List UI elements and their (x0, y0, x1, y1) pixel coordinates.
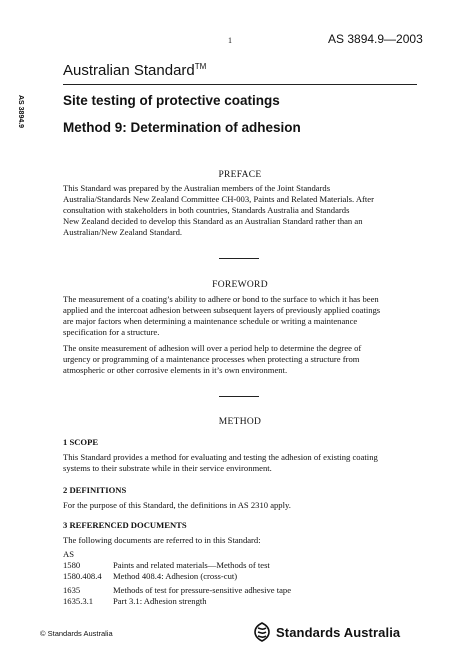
foreword-line: are major factors when determining a maintenance schedule or writing a maintenance (63, 316, 358, 326)
trademark-mark: TM (194, 62, 207, 71)
document-subtitle: Method 9: Determination of adhesion (63, 120, 301, 135)
copyright-notice: © Standards Australia (40, 629, 113, 638)
reference-row (63, 585, 417, 596)
definitions-text: For the purpose of this Standard, the definitions in AS 2310 apply. (63, 500, 291, 510)
foreword-line: urgency or programming of a maintenance processes when protecting a structure from (63, 354, 360, 364)
document-title: Site testing of protective coatings (63, 93, 280, 108)
foreword-line: applied and the intercoat adhesion between subsequent layers of previously applied coatings (63, 305, 381, 315)
refdocs-prefix: AS (63, 549, 74, 559)
reference-title: Paints and related materials—Methods of test (113, 560, 270, 570)
reference-title: Part 3.1: Adhesion strength (113, 596, 207, 606)
reference-row (63, 596, 417, 607)
preface-line: Australia/Standards New Zealand Committee CH-003, Paints and Related Materials. After (63, 194, 374, 204)
brand-name: Standards Australia (276, 624, 401, 640)
foreword-paragraph-1 (63, 294, 417, 338)
refdocs-intro: The following documents are referred to in this Standard: (63, 535, 261, 545)
reference-title: Methods of test for pressure-sensitive adhesive tape (113, 585, 292, 595)
preface-line: Australian/New Zealand Standard. (63, 227, 183, 237)
foreword-paragraph-2 (63, 343, 417, 376)
page-number: 1 (228, 36, 232, 45)
preface-paragraph (63, 183, 417, 238)
method-heading: METHOD (218, 417, 262, 427)
preface-heading: PREFACE (218, 170, 262, 180)
standard-code: AS 3894.9—2003 (328, 32, 423, 46)
foreword-line: The measurement of a coating’s ability to adhere or bond to the surface to which it has been (63, 294, 379, 304)
definitions-heading: 2 DEFINITIONS (63, 485, 127, 495)
foreword-line: atmospheric or other corrosive elements in it’s own environment. (63, 365, 288, 375)
preface-line: This Standard was prepared by the Australian members of the Joint Standards (63, 183, 331, 193)
scope-heading: 1 SCOPE (63, 437, 99, 447)
reference-number: 1580.408.4 (63, 571, 102, 581)
series-name: Australian Standard (63, 62, 195, 79)
reference-row (63, 560, 417, 571)
foreword-line: The onsite measurement of adhesion will over a period help to determine the degree of (63, 343, 362, 353)
reference-number: 1580 (63, 560, 81, 570)
brand-logo (253, 622, 400, 642)
header-rule (63, 84, 417, 85)
scope-line: This Standard provides a method for evaluating and testing the adhesion of existing coating (63, 452, 378, 462)
section-divider (219, 396, 259, 397)
side-label: AS 3894.9 (17, 95, 24, 129)
reference-title: Method 408.4: Adhesion (cross-cut) (113, 571, 238, 581)
series-title (63, 62, 206, 79)
standards-australia-logo-icon (253, 622, 271, 642)
reference-number: 1635.3.1 (63, 596, 94, 606)
reference-number: 1635 (63, 585, 81, 595)
scope-line: systems to their substrate while in their service environment. (63, 463, 272, 473)
preface-line: New Zealand decided to develop this Standard as an Australian Standard rather than an (63, 216, 363, 226)
scope-paragraph (63, 452, 417, 474)
refdocs-heading: 3 REFERENCED DOCUMENTS (63, 520, 187, 530)
preface-line: consultation with stakeholders in both countries, Standards Australia and Standards (63, 205, 350, 215)
foreword-heading: FOREWORD (212, 280, 268, 290)
reference-row (63, 571, 417, 582)
section-divider (219, 258, 259, 259)
foreword-line: specification for a structure. (63, 327, 160, 337)
